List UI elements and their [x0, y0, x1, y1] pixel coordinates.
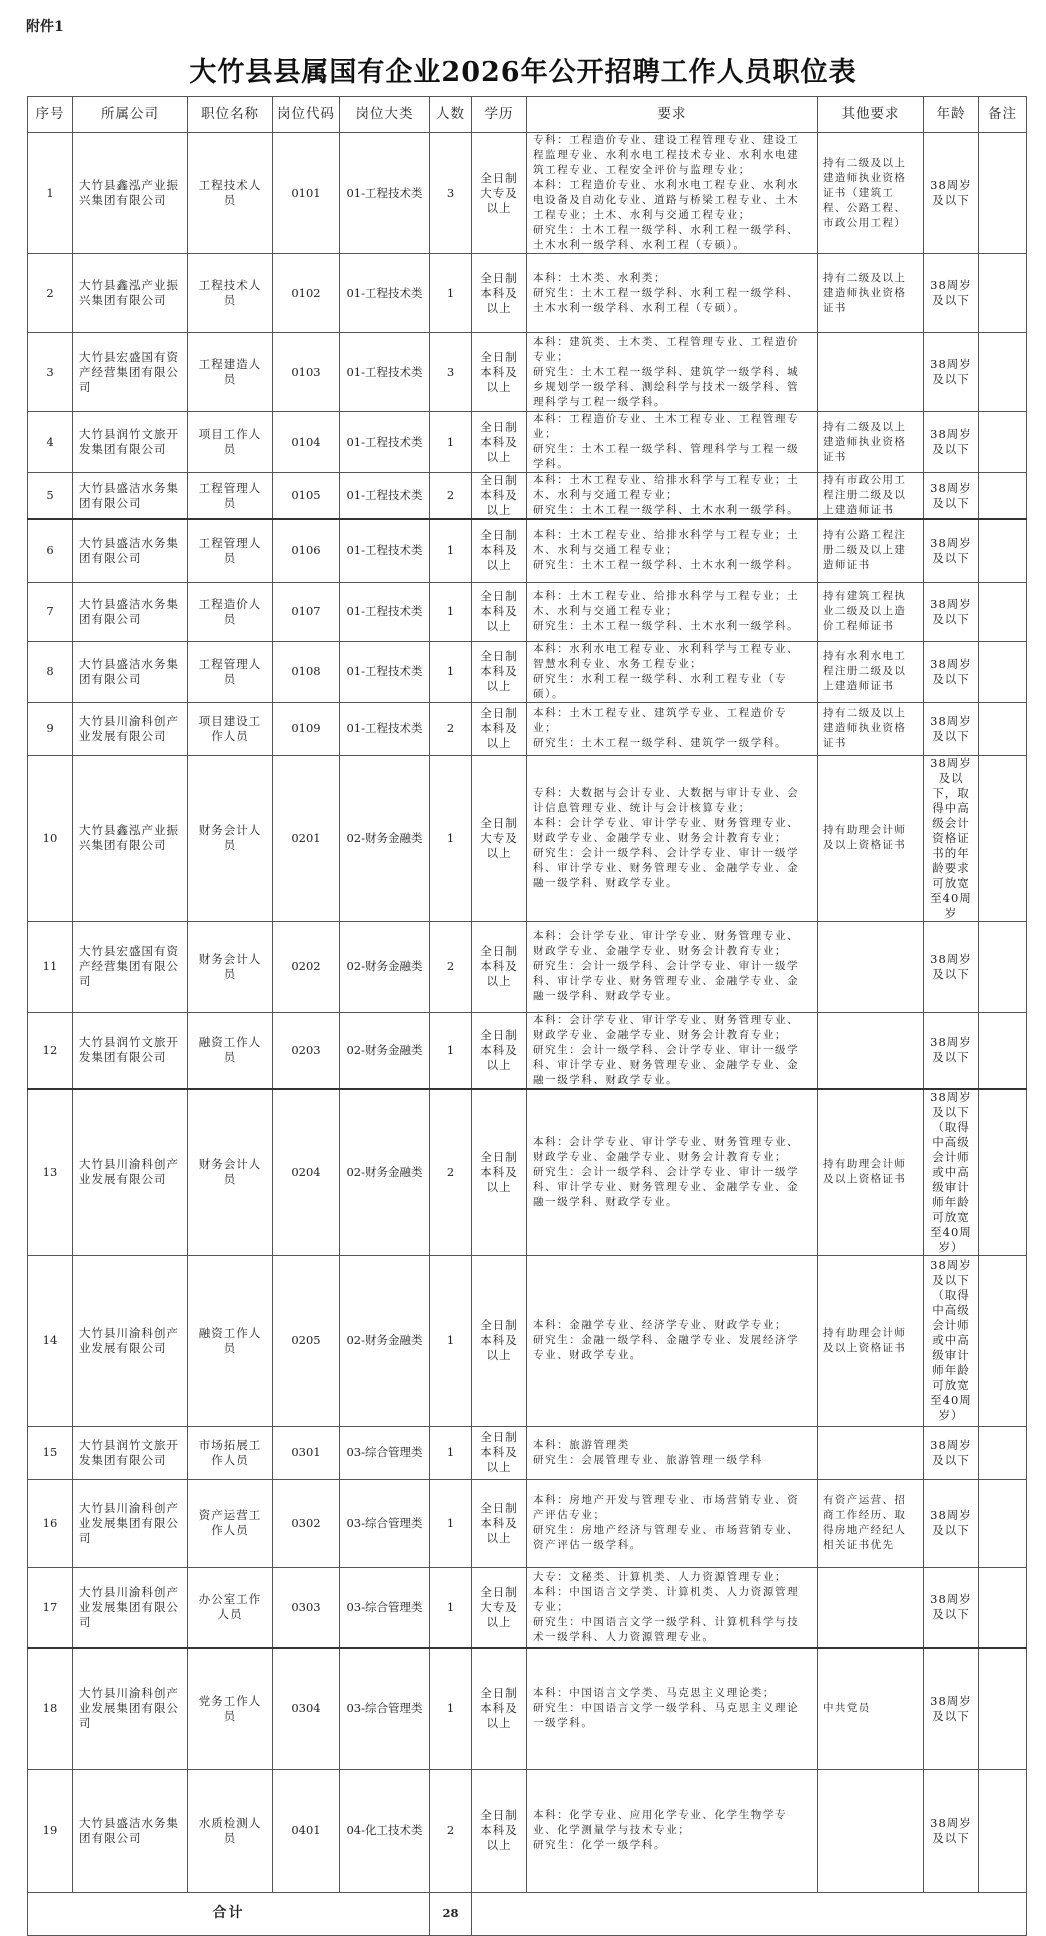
cell-requirements: 本科：土木类、水利类； 研究生：土木工程一级学科、水利工程一级学科、土木水利一级学科、水利工程（专硕）。: [527, 254, 818, 333]
cell-age: 38周岁及以下: [924, 702, 979, 755]
cell-other: [818, 1769, 924, 1892]
cell-company: 大竹县川渝科创产业发展有限公司: [73, 1089, 188, 1256]
cell-requirements: 本科：建筑类、土木类、工程管理专业、工程造价专业； 研究生：土木工程一级学科、建筑学一级学科、城乡规划学一级学科、测绘科学与技术一级学科、管理科学与工程一级学科。: [527, 333, 818, 412]
cell-no: 17: [28, 1567, 73, 1648]
cell-position: 党务工作人员: [188, 1648, 273, 1769]
cell-no: 2: [28, 254, 73, 333]
cell-education: 全日制大专及以上: [472, 1567, 527, 1648]
cell-education: 全日制本科及以上: [472, 333, 527, 412]
cell-company: 大竹县盛洁水务集团有限公司: [73, 1769, 188, 1892]
cell-no: 19: [28, 1769, 73, 1892]
cell-count: 1: [430, 1012, 472, 1089]
table-row: [28, 582, 1027, 641]
cell-age: 38周岁及以下: [924, 641, 979, 702]
table-body: [28, 133, 1027, 1893]
cell-code: 0401: [273, 1769, 340, 1892]
cell-category: 02-财务金融类: [340, 1255, 430, 1426]
cell-position: 财务会计人员: [188, 921, 273, 1012]
table-row: [28, 921, 1027, 1012]
cell-position: 办公室工作人员: [188, 1567, 273, 1648]
cell-code: 0301: [273, 1426, 340, 1479]
table-row: [28, 519, 1027, 582]
cell-requirements: 本科：化学专业、应用化学专业、化学生物学专业、化学测量学与技术专业； 研究生：化学一级学科。: [527, 1769, 818, 1892]
cell-age: 38周岁及以下: [924, 333, 979, 412]
cell-other: 持有市政公用工程注册二级及以上建造师证书: [818, 473, 924, 520]
table-row: [28, 1089, 1027, 1256]
cell-note: [979, 755, 1027, 921]
cell-requirements: 本科：土木工程专业、建筑学专业、工程造价专业； 研究生：土木工程一级学科、建筑学一级学科。: [527, 702, 818, 755]
cell-other: 持有助理会计师及以上资格证书: [818, 1255, 924, 1426]
cell-code: 0105: [273, 473, 340, 520]
table-row: [28, 641, 1027, 702]
cell-category: 02-财务金融类: [340, 1089, 430, 1256]
cell-count: 1: [430, 1479, 472, 1567]
cell-count: 1: [430, 582, 472, 641]
cell-no: 12: [28, 1012, 73, 1089]
cell-no: 1: [28, 133, 73, 254]
header-code: 岗位代码: [273, 97, 340, 133]
cell-code: 0101: [273, 133, 340, 254]
cell-count: 1: [430, 1567, 472, 1648]
cell-count: 1: [430, 641, 472, 702]
table-row: [28, 1648, 1027, 1769]
cell-note: [979, 333, 1027, 412]
cell-code: 0304: [273, 1648, 340, 1769]
cell-position: 项目建设工作人员: [188, 702, 273, 755]
cell-note: [979, 1648, 1027, 1769]
cell-company: 大竹县宏盛国有资产经营集团有限公司: [73, 921, 188, 1012]
cell-other: 持有助理会计师及以上资格证书: [818, 1089, 924, 1256]
cell-position: 工程管理人员: [188, 641, 273, 702]
cell-company: 大竹县盛洁水务集团有限公司: [73, 519, 188, 582]
cell-no: 8: [28, 641, 73, 702]
cell-category: 02-财务金融类: [340, 1012, 430, 1089]
cell-other: 持有水利水电工程注册二级及以上建造师证书: [818, 641, 924, 702]
cell-note: [979, 519, 1027, 582]
cell-education: 全日制本科及以上: [472, 1648, 527, 1769]
table-row: [28, 1567, 1027, 1648]
header-company: 所属公司: [73, 97, 188, 133]
cell-position: 工程管理人员: [188, 473, 273, 520]
table-row: [28, 473, 1027, 520]
header-position: 职位名称: [188, 97, 273, 133]
cell-other: 持有公路工程注册二级及以上建造师证书: [818, 519, 924, 582]
cell-age: 38周岁及以下（取得中高级会计师或中高级审计师年龄可放宽至40周岁）: [924, 1255, 979, 1426]
cell-no: 13: [28, 1089, 73, 1256]
cell-company: 大竹县川渝科创产业发展有限公司: [73, 1255, 188, 1426]
cell-age: 38周岁及以下: [924, 254, 979, 333]
cell-other: 持有二级及以上建造师执业资格证书: [818, 412, 924, 473]
cell-education: 全日制本科及以上: [472, 519, 527, 582]
cell-note: [979, 254, 1027, 333]
cell-position: 工程管理人员: [188, 519, 273, 582]
cell-category: 01-工程技术类: [340, 473, 430, 520]
cell-code: 0102: [273, 254, 340, 333]
cell-note: [979, 1479, 1027, 1567]
cell-other: 持有二级及以上建造师执业资格证书: [818, 702, 924, 755]
cell-company: 大竹县鑫泓产业振兴集团有限公司: [73, 755, 188, 921]
cell-no: 5: [28, 473, 73, 520]
cell-age: 38周岁及以下: [924, 1648, 979, 1769]
cell-position: 财务会计人员: [188, 755, 273, 921]
cell-requirements: 专科：大数据与会计专业、大数据与审计专业、会计信息管理专业、统计与会计核算专业； 本科：会计学专业、审计学专业、财务管理专业、财政学专业、金融学专业、财务会计教育专业； 研究生：会计一级学科、会计学专业、审计一级学科、审计学专业、财务管理专业、金融学专业、金融一级学科、财政学专业。: [527, 755, 818, 921]
cell-education: 全日制本科及以上: [472, 1255, 527, 1426]
cell-age: 38周岁及以下: [924, 473, 979, 520]
cell-other: 持有二级及以上建造师执业资格证书（建筑工程、公路工程、市政公用工程）: [818, 133, 924, 254]
cell-category: 01-工程技术类: [340, 254, 430, 333]
cell-age: 38周岁及以下（取得中高级会计师或中高级审计师年龄可放宽至40周岁）: [924, 1089, 979, 1256]
table-row: [28, 755, 1027, 921]
cell-education: 全日制本科及以上: [472, 1012, 527, 1089]
cell-age: 38周岁及以下: [924, 1012, 979, 1089]
cell-education: 全日制本科及以上: [472, 1479, 527, 1567]
cell-code: 0204: [273, 1089, 340, 1256]
header-age: 年龄: [924, 97, 979, 133]
header-category: 岗位大类: [340, 97, 430, 133]
total-empty: [472, 1892, 1027, 1935]
cell-count: 1: [430, 1648, 472, 1769]
cell-code: 0203: [273, 1012, 340, 1089]
cell-position: 水质检测人员: [188, 1769, 273, 1892]
cell-education: 全日制本科及以上: [472, 473, 527, 520]
cell-position: 市场拓展工作人员: [188, 1426, 273, 1479]
cell-company: 大竹县盛洁水务集团有限公司: [73, 582, 188, 641]
table-row: [28, 412, 1027, 473]
cell-position: 工程技术人员: [188, 133, 273, 254]
cell-note: [979, 412, 1027, 473]
table-row: [28, 133, 1027, 254]
cell-requirements: 本科：土木工程专业、给排水科学与工程专业；土木、水利与交通工程专业； 研究生：土木工程一级学科、土木水利一级学科。: [527, 519, 818, 582]
cell-age: 38周岁及以下: [924, 582, 979, 641]
cell-no: 15: [28, 1426, 73, 1479]
cell-category: 02-财务金融类: [340, 921, 430, 1012]
cell-company: 大竹县盛洁水务集团有限公司: [73, 641, 188, 702]
cell-code: 0109: [273, 702, 340, 755]
cell-company: 大竹县川渝科创产业发展集团有限公司: [73, 1567, 188, 1648]
cell-requirements: 本科：土木工程专业、给排水科学与工程专业；土木、水利与交通工程专业； 研究生：土木工程一级学科、土木水利一级学科。: [527, 473, 818, 520]
cell-requirements: 大专：文秘类、计算机类、人力资源管理专业； 本科：中国语言文学类、计算机类、人力资源管理专业； 研究生：中国语言文学一级学科、计算机科学与技术一级学科、人力资源管理专业。: [527, 1567, 818, 1648]
cell-position: 工程造价人员: [188, 582, 273, 641]
cell-requirements: 本科：会计学专业、审计学专业、财务管理专业、财政学专业、金融学专业、财务会计教育专业； 研究生：会计一级学科、会计学专业、审计一级学科、审计学专业、财务管理专业、金融学专业、金融一级学科、财政学专业。: [527, 921, 818, 1012]
cell-age: 38周岁及以下: [924, 1479, 979, 1567]
cell-count: 2: [430, 702, 472, 755]
cell-note: [979, 1567, 1027, 1648]
cell-education: 全日制本科及以上: [472, 641, 527, 702]
table-row: [28, 1769, 1027, 1892]
cell-category: 01-工程技术类: [340, 333, 430, 412]
cell-company: 大竹县润竹文旅开发集团有限公司: [73, 1012, 188, 1089]
cell-requirements: 专科：工程造价专业、建设工程管理专业、建设工程监理专业、水利水电工程技术专业、水利水电建筑工程专业、工程安全评价与监理专业； 本科：工程造价专业、水利水电工程专业、水利水电设备及自动化专业、道路与桥梁工程专业、土木工程专业；土木、水利与交通工程专业； 研究生：土木工程一级学科、水利工程一级学科、土木水利一级学科、水利工程（专硕）。: [527, 133, 818, 254]
table-row: [28, 702, 1027, 755]
header-requirements: 要求: [527, 97, 818, 133]
cell-position: 工程建造人员: [188, 333, 273, 412]
cell-position: 工程技术人员: [188, 254, 273, 333]
total-count: 28: [430, 1892, 472, 1935]
cell-education: 全日制本科及以上: [472, 1426, 527, 1479]
cell-code: 0205: [273, 1255, 340, 1426]
cell-count: 1: [430, 519, 472, 582]
cell-category: 03-综合管理类: [340, 1479, 430, 1567]
cell-no: 7: [28, 582, 73, 641]
table-row: [28, 1479, 1027, 1567]
header-education: 学历: [472, 97, 527, 133]
cell-code: 0201: [273, 755, 340, 921]
cell-other: [818, 1426, 924, 1479]
cell-other: 中共党员: [818, 1648, 924, 1769]
cell-position: 项目工作人员: [188, 412, 273, 473]
total-row: [28, 1892, 1027, 1935]
cell-code: 0302: [273, 1479, 340, 1567]
cell-count: 1: [430, 1426, 472, 1479]
cell-category: 03-综合管理类: [340, 1426, 430, 1479]
cell-no: 18: [28, 1648, 73, 1769]
cell-no: 14: [28, 1255, 73, 1426]
cell-no: 16: [28, 1479, 73, 1567]
cell-requirements: 本科：会计学专业、审计学专业、财务管理专业、财政学专业、金融学专业、财务会计教育专业； 研究生：会计一级学科、会计学专业、审计一级学科、审计学专业、财务管理专业、金融学专业、金融一级学科、财政学专业。: [527, 1089, 818, 1256]
cell-category: 01-工程技术类: [340, 412, 430, 473]
cell-no: 3: [28, 333, 73, 412]
cell-note: [979, 1089, 1027, 1256]
cell-code: 0107: [273, 582, 340, 641]
cell-no: 11: [28, 921, 73, 1012]
cell-requirements: 本科：房地产开发与管理专业、市场营销专业、资产评估专业； 研究生：房地产经济与管理专业、市场营销专业、资产评估一级学科。: [527, 1479, 818, 1567]
cell-education: 全日制本科及以上: [472, 702, 527, 755]
cell-note: [979, 582, 1027, 641]
cell-company: 大竹县鑫泓产业振兴集团有限公司: [73, 133, 188, 254]
cell-other: 持有建筑工程执业二级及以上造价工程师证书: [818, 582, 924, 641]
cell-code: 0303: [273, 1567, 340, 1648]
cell-code: 0202: [273, 921, 340, 1012]
cell-category: 02-财务金融类: [340, 755, 430, 921]
cell-age: 38周岁及以下: [924, 921, 979, 1012]
cell-position: 资产运营工作人员: [188, 1479, 273, 1567]
attachment-label: 附件1: [26, 19, 64, 35]
cell-code: 0106: [273, 519, 340, 582]
cell-category: 01-工程技术类: [340, 133, 430, 254]
cell-count: 2: [430, 1089, 472, 1256]
cell-company: 大竹县川渝科创产业发展集团有限公司: [73, 1479, 188, 1567]
cell-note: [979, 133, 1027, 254]
cell-count: 1: [430, 254, 472, 333]
cell-position: 融资工作人员: [188, 1255, 273, 1426]
cell-other: [818, 1567, 924, 1648]
cell-category: 01-工程技术类: [340, 582, 430, 641]
cell-requirements: 本科：会计学专业、审计学专业、财务管理专业、财政学专业、金融学专业、财务会计教育专业； 研究生：会计一级学科、会计学专业、审计一级学科、审计学专业、财务管理专业、金融学专业、金融一级学科、财政学专业。: [527, 1012, 818, 1089]
cell-education: 全日制本科及以上: [472, 921, 527, 1012]
cell-age: 38周岁及以下: [924, 1567, 979, 1648]
cell-education: 全日制本科及以上: [472, 1769, 527, 1892]
cell-education: 全日制大专及以上: [472, 133, 527, 254]
cell-requirements: 本科：水利水电工程专业、水利科学与工程专业、智慧水利专业、水务工程专业； 研究生：水利工程一级学科、水利工程专业（专硕）。: [527, 641, 818, 702]
cell-category: 01-工程技术类: [340, 702, 430, 755]
cell-note: [979, 641, 1027, 702]
cell-age: 38周岁及以下: [924, 1426, 979, 1479]
cell-note: [979, 1426, 1027, 1479]
header-row: [28, 97, 1027, 133]
header-note: 备注: [979, 97, 1027, 133]
cell-other: 持有二级及以上建造师执业资格证书: [818, 254, 924, 333]
cell-other: [818, 333, 924, 412]
cell-count: 1: [430, 412, 472, 473]
total-label: 合计: [28, 1892, 430, 1935]
cell-count: 1: [430, 755, 472, 921]
cell-no: 10: [28, 755, 73, 921]
cell-requirements: 本科：金融学专业、经济学专业、财政学专业； 研究生：金融一级学科、金融学专业、发展经济学专业、财政学专业。: [527, 1255, 818, 1426]
cell-category: 01-工程技术类: [340, 519, 430, 582]
cell-category: 01-工程技术类: [340, 641, 430, 702]
cell-company: 大竹县盛洁水务集团有限公司: [73, 473, 188, 520]
cell-requirements: 本科：中国语言文学类、马克思主义理论类； 研究生：中国语言文学一级学科、马克思主义理论一级学科。: [527, 1648, 818, 1769]
cell-company: 大竹县鑫泓产业振兴集团有限公司: [73, 254, 188, 333]
cell-requirements: 本科：工程造价专业、土木工程专业、工程管理专业； 研究生：土木工程一级学科、管理科学与工程一级学科。: [527, 412, 818, 473]
cell-count: 2: [430, 473, 472, 520]
cell-category: 03-综合管理类: [340, 1648, 430, 1769]
cell-age: 38周岁及以下，取得中高级会计资格证书的年龄要求可放宽至40周岁: [924, 755, 979, 921]
cell-education: 全日制本科及以上: [472, 412, 527, 473]
cell-note: [979, 1769, 1027, 1892]
table-row: [28, 1426, 1027, 1479]
cell-requirements: 本科：旅游管理类 研究生：会展管理专业、旅游管理一级学科: [527, 1426, 818, 1479]
cell-education: 全日制大专及以上: [472, 755, 527, 921]
cell-position: 融资工作人员: [188, 1012, 273, 1089]
cell-count: 3: [430, 333, 472, 412]
cell-no: 4: [28, 412, 73, 473]
table-row: [28, 1012, 1027, 1089]
cell-age: 38周岁及以下: [924, 519, 979, 582]
cell-company: 大竹县宏盛国有资产经营集团有限公司: [73, 333, 188, 412]
cell-position: 财务会计人员: [188, 1089, 273, 1256]
cell-other: [818, 921, 924, 1012]
cell-education: 全日制本科及以上: [472, 1089, 527, 1256]
cell-company: 大竹县川渝科创产业发展有限公司: [73, 702, 188, 755]
cell-education: 全日制本科及以上: [472, 254, 527, 333]
header-no: 序号: [28, 97, 73, 133]
header-other: 其他要求: [818, 97, 924, 133]
table-row: [28, 333, 1027, 412]
cell-note: [979, 921, 1027, 1012]
cell-education: 全日制本科及以上: [472, 582, 527, 641]
table-row: [28, 1255, 1027, 1426]
cell-no: 9: [28, 702, 73, 755]
cell-company: 大竹县润竹文旅开发集团有限公司: [73, 412, 188, 473]
cell-other: [818, 1012, 924, 1089]
cell-note: [979, 1012, 1027, 1089]
cell-code: 0103: [273, 333, 340, 412]
cell-company: 大竹县川渝科创产业发展集团有限公司: [73, 1648, 188, 1769]
positions-table: [27, 96, 1027, 1936]
cell-code: 0104: [273, 412, 340, 473]
cell-other: 有资产运营、招商工作经历、取得房地产经纪人相关证书优先: [818, 1479, 924, 1567]
cell-requirements: 本科：土木工程专业、给排水科学与工程专业；土木、水利与交通工程专业； 研究生：土木工程一级学科、土木水利一级学科。: [527, 582, 818, 641]
table-row: [28, 254, 1027, 333]
cell-note: [979, 702, 1027, 755]
page-title: 大竹县县属国有企业2026年公开招聘工作人员职位表: [189, 57, 857, 88]
cell-other: 持有助理会计师及以上资格证书: [818, 755, 924, 921]
cell-category: 03-综合管理类: [340, 1567, 430, 1648]
cell-count: 3: [430, 133, 472, 254]
cell-note: [979, 1255, 1027, 1426]
cell-code: 0108: [273, 641, 340, 702]
cell-company: 大竹县润竹文旅开发集团有限公司: [73, 1426, 188, 1479]
cell-count: 1: [430, 1255, 472, 1426]
cell-age: 38周岁及以下: [924, 133, 979, 254]
cell-note: [979, 473, 1027, 520]
header-count: 人数: [430, 97, 472, 133]
cell-count: 2: [430, 921, 472, 1012]
cell-age: 38周岁及以下: [924, 412, 979, 473]
cell-count: 2: [430, 1769, 472, 1892]
cell-age: 38周岁及以下: [924, 1769, 979, 1892]
cell-category: 04-化工技术类: [340, 1769, 430, 1892]
cell-no: 6: [28, 519, 73, 582]
